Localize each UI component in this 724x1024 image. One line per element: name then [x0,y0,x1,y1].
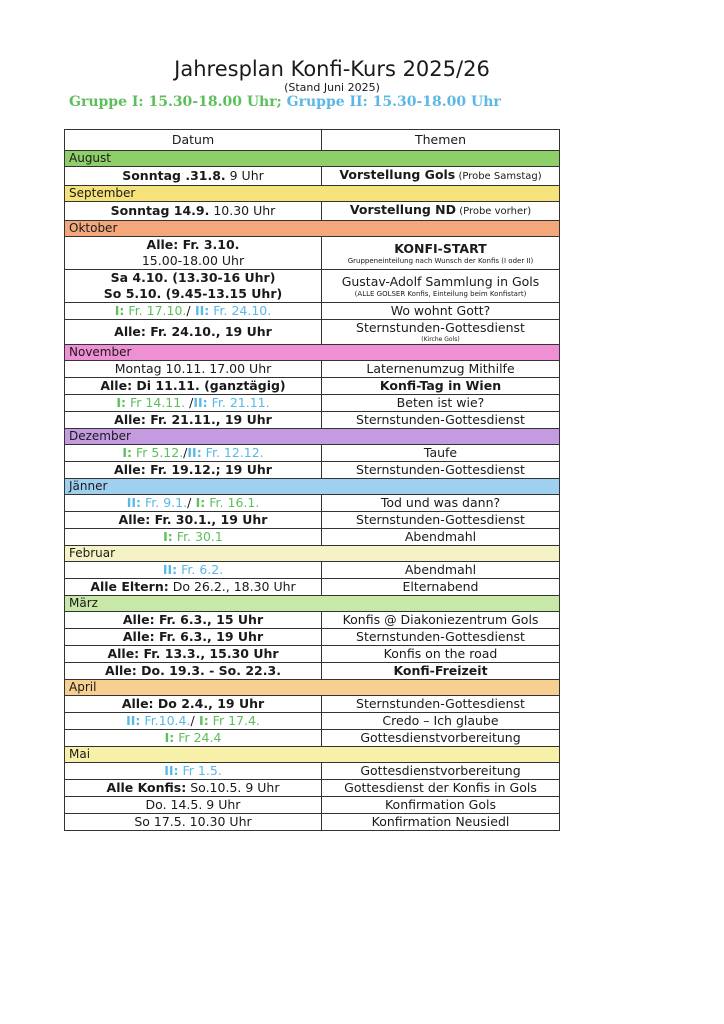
table-row: I: Fr 5.12./II: Fr. 12.12. Taufe [65,445,560,462]
table-row: Alle: Fr. 21.11., 19 Uhr Sternstunden-Gottesdienst [65,412,560,429]
column-header-date: Datum [65,130,322,151]
table-row: Alle: Fr. 30.1., 19 Uhr Sternstunden-Gottesdienst [65,512,560,529]
month-row-april: April [65,680,560,696]
table-row: Sonntag 14.9. 10.30 Uhr Vorstellung ND (Probe vorher) [65,202,560,221]
group2-time: Gruppe II: 15.30-18.00 Uhr [286,94,501,110]
page-subtitle: (Stand Juni 2025) [284,81,380,94]
month-row-mai: Mai [65,747,560,763]
table-row: So 17.5. 10.30 Uhr Konfirmation Neusiedl [65,814,560,831]
group1-time: Gruppe I: 15.30-18.00 Uhr; [69,94,282,110]
month-row-oktober: Oktober [65,221,560,237]
month-row-august: August [65,151,560,167]
table-row: Alle Eltern: Do 26.2., 18.30 Uhr Elternabend [65,579,560,596]
month-row-dezember: Dezember [65,429,560,445]
table-row: Montag 10.11. 17.00 Uhr Laternenumzug Mithilfe [65,361,560,378]
table-row: I: Fr 24.4 Gottesdienstvorbereitung [65,730,560,747]
table-row: I: Fr. 17.10./ II: Fr. 24.10. Wo wohnt Gott? [65,303,560,320]
table-row: II: Fr 1.5. Gottesdienstvorbereitung [65,763,560,780]
table-row: II: Fr. 6.2. Abendmahl [65,562,560,579]
table-row: Alle: Fr. 3.10. 15.00-18.00 Uhr KONFI-START Gruppeneinteilung nach Wunsch der Konfis (I oder II) [65,237,560,270]
column-header-topic: Themen [322,130,560,151]
table-row: Alle: Di 11.11. (ganztägig) Konfi-Tag in Wien [65,378,560,395]
table-header [65,130,560,151]
month-row-jaenner: Jänner [65,479,560,495]
table-row: II: Fr.10.4./ I: Fr 17.4. Credo – Ich glaube [65,713,560,730]
table-row: Alle: Do 2.4., 19 Uhr Sternstunden-Gottesdienst [65,696,560,713]
table-row: Alle Konfis: So.10.5. 9 Uhr Gottesdienst der Konfis in Gols [65,780,560,797]
table-row: Alle: Do. 19.3. - So. 22.3. Konfi-Freizeit [65,663,560,680]
table-row: Alle: Fr. 19.12.; 19 Uhr Sternstunden-Gottesdienst [65,462,560,479]
month-row-september: September [65,186,560,202]
table-row: I: Fr 14.11. /II: Fr. 21.11. Beten ist wie? [65,395,560,412]
schedule-table [64,129,560,831]
month-row-maerz: März [65,596,560,612]
table-row: Sa 4.10. (13.30-16 Uhr) So 5.10. (9.45-13.15 Uhr) Gustav-Adolf Sammlung in Gols (ALLE GOLSER Konfis, Einteilung beim Konfistart) [65,270,560,303]
table-row: Do. 14.5. 9 Uhr Konfirmation Gols [65,797,560,814]
page-title: Jahresplan Konfi-Kurs 2025/26 [174,57,490,81]
table-row: Alle: Fr. 13.3., 15.30 Uhr Konfis on the road [65,646,560,663]
table-row: Alle: Fr. 6.3., 15 Uhr Konfis @ Diakoniezentrum Gols [65,612,560,629]
table-row: I: Fr. 30.1 Abendmahl [65,529,560,546]
table-row: Sonntag .31.8. 9 Uhr Vorstellung Gols (Probe Samstag) [65,167,560,186]
month-row-februar: Februar [65,546,560,562]
table-row: Alle: Fr. 6.3., 19 Uhr Sternstunden-Gottesdienst [65,629,560,646]
month-row-november: November [65,345,560,361]
table-row: Alle: Fr. 24.10., 19 Uhr Sternstunden-Gottesdienst (Kirche Gols) [65,320,560,345]
group-times [69,94,501,110]
table-row: II: Fr. 9.1./ I: Fr. 16.1. Tod und was dann? [65,495,560,512]
